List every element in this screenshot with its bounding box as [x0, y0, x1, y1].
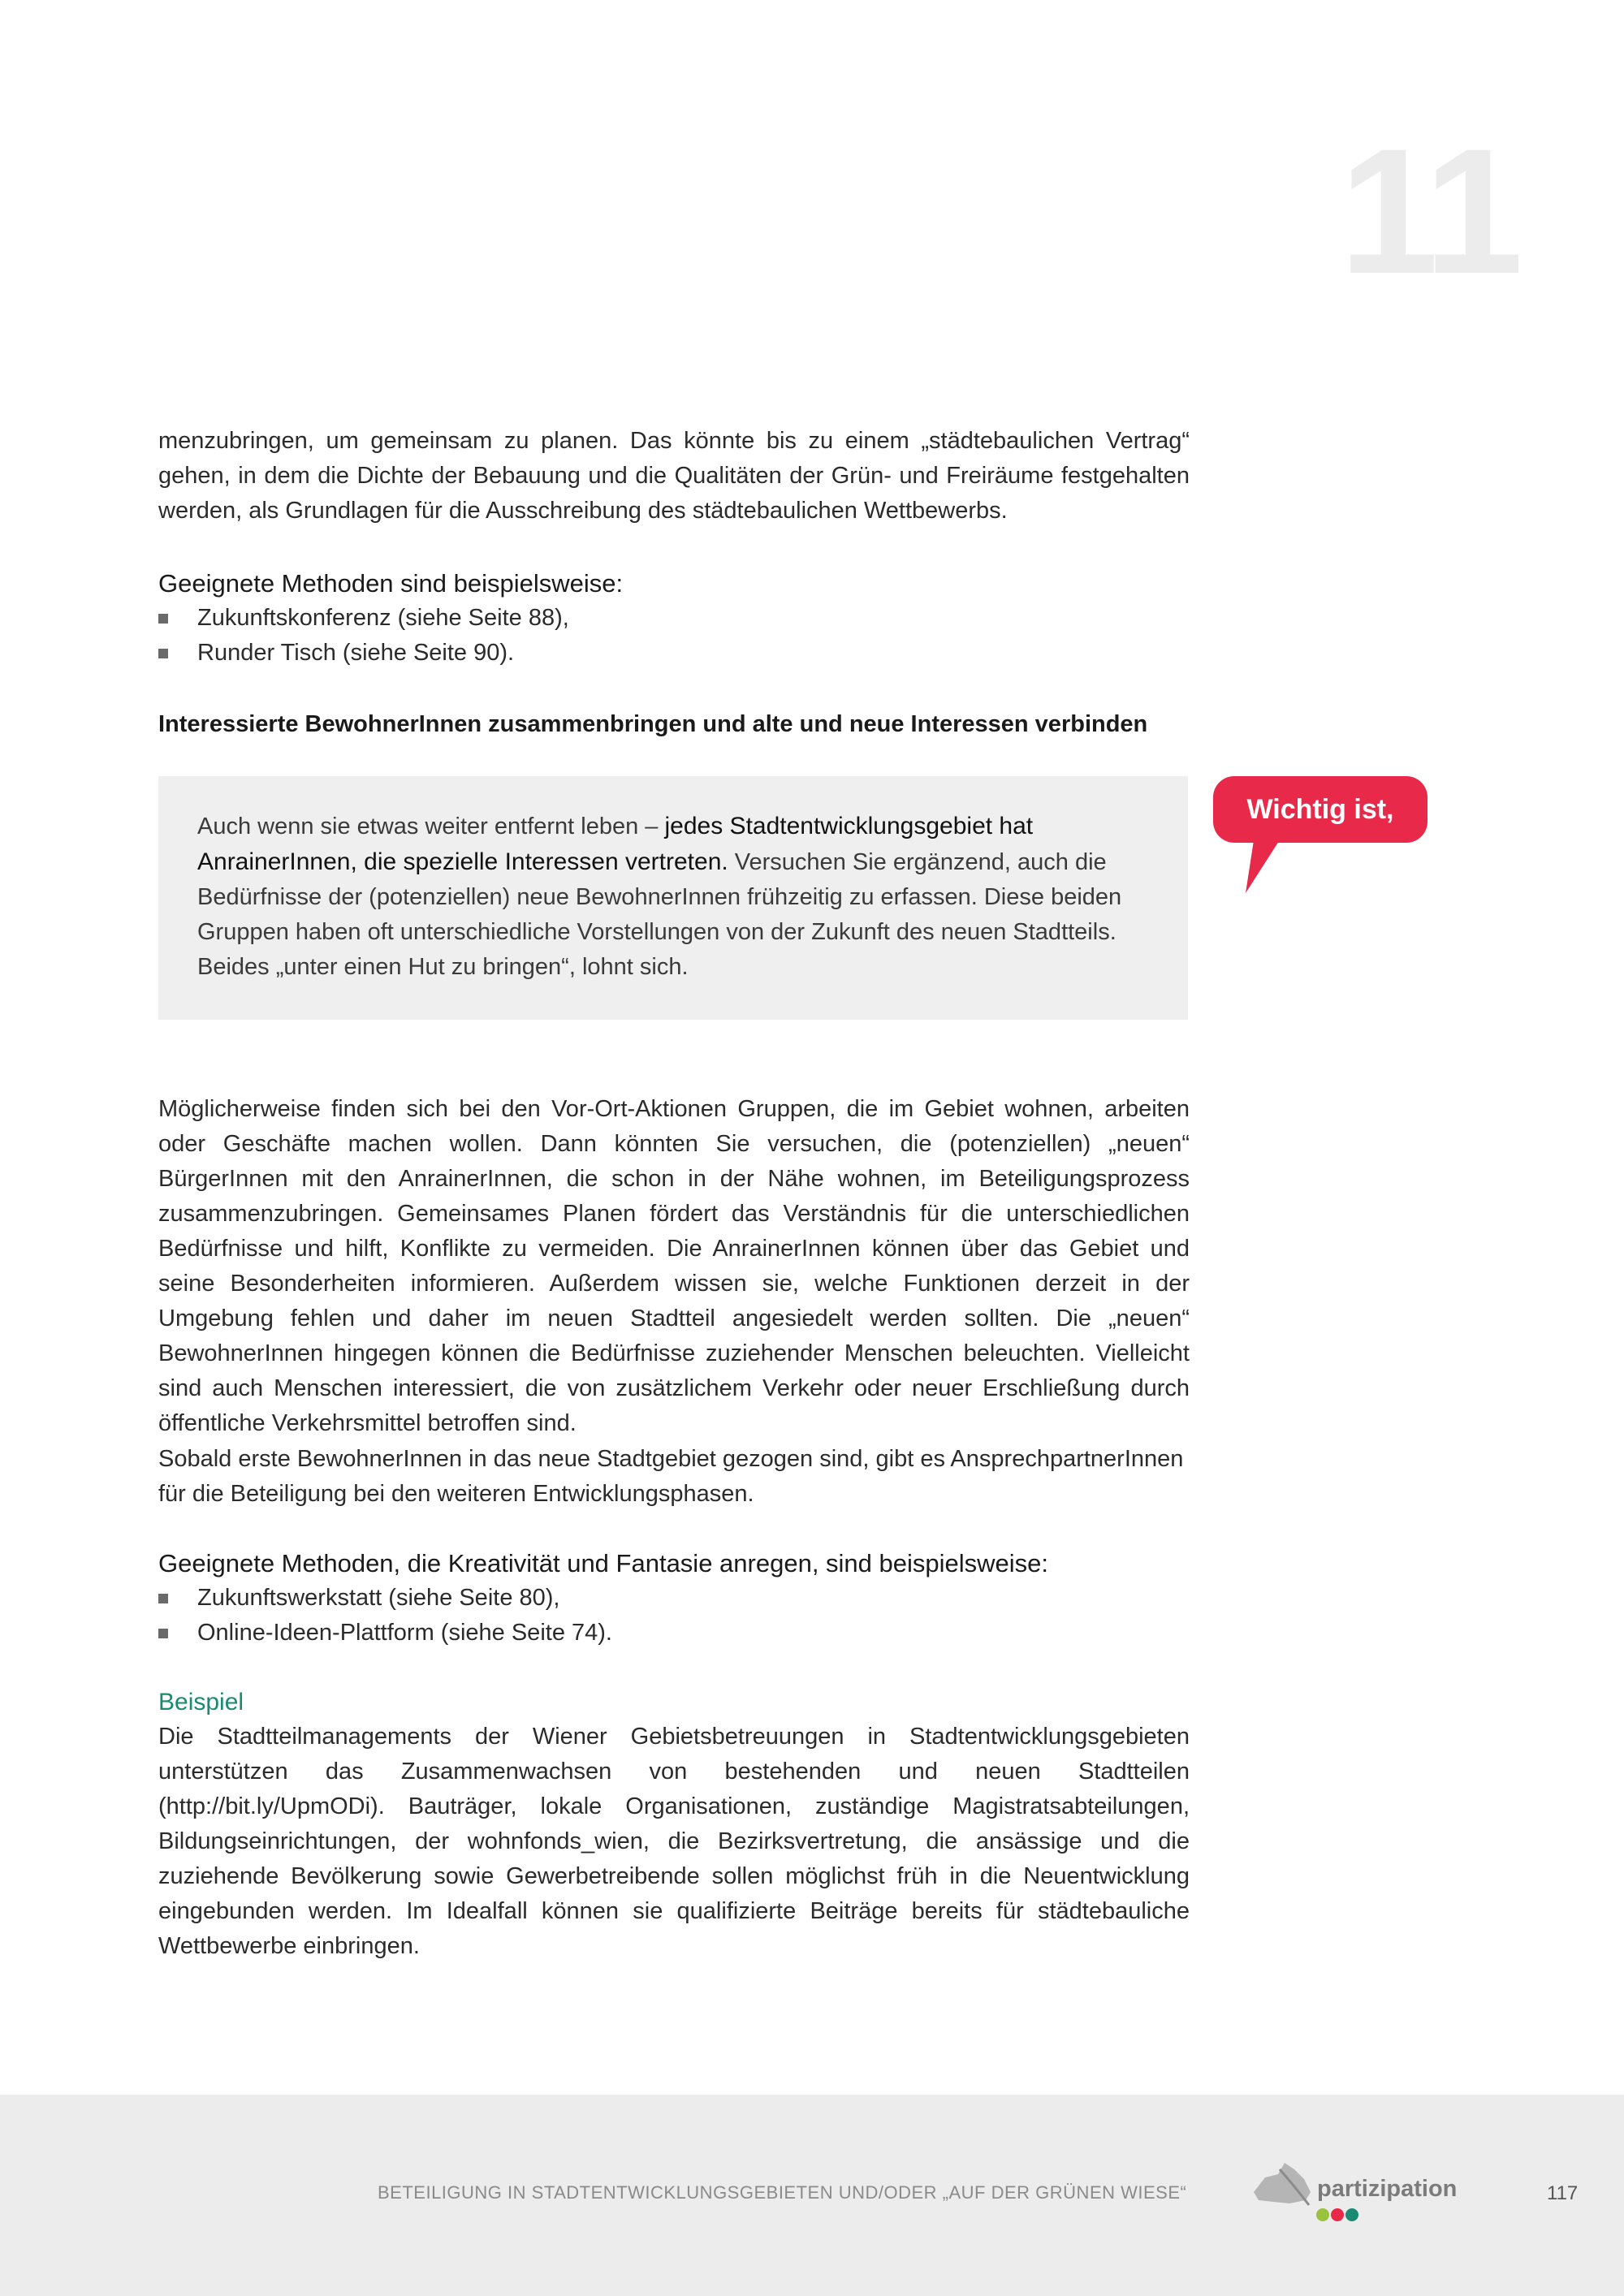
vienna-map-icon	[1250, 2158, 1320, 2223]
example-text: Die Stadtteilmanagements der Wiener Gebietsbetreuungen in Stadtentwicklungsgebieten unterstützen das Zusammenwachsen von bestehenden und neuen Stadtteilen (http://bit.ly/UpmODi). Bauträger, lokale Organisationen, zuständige Magistratsabteilungen, Bildungseinrichtungen, der wohnfonds_wien, die Bezirksvertretung, die ansässige und die zuziehende Bevölkerung sowie Gewerbetreibende sollen möglichst früh in die Neuentwicklung eingebunden werden. Im Idealfall können sie qualifizierte Beiträge bereits für städtebauliche Wettbewerbe einbringen.	[158, 1724, 1190, 1959]
list-item: Zukunftskonferenz (siehe Seite 88),	[158, 601, 1190, 636]
list-item: Runder Tisch (siehe Seite 90).	[158, 636, 1190, 671]
methods-list-1	[158, 601, 1190, 671]
logo-dots-icon	[1315, 2207, 1380, 2223]
footer-title: BETEILIGUNG IN STADTENTWICKLUNGSGEBIETEN UND/ODER „AUF DER GRÜNEN WIESE“	[378, 2182, 1187, 2203]
page-number: 117	[1547, 2182, 1579, 2204]
example-block	[158, 1685, 1190, 1964]
bullet-icon	[158, 649, 168, 658]
methods-block-1	[158, 566, 1190, 671]
highlight-box-text: Auch wenn sie etwas weiter entfernt leben – jedes Stadtentwicklungsgebiet hat AnrainerInnen, die spezielle Interessen vertreten. Versuchen Sie ergänzend, auch die Bedürfnisse der (potenziellen) neue BewohnerInnen frühzeitig zu erfassen. Diese beiden Gruppen haben oft unterschiedliche Vorstellungen von der Zukunft des neuen Stadtteils. Beides „unter einen Hut zu bringen“, lohnt sich.	[197, 813, 1122, 980]
highlight-box-emphasis: jedes Stadtentwicklungsgebiet hat AnrainerInnen, die spezielle Interessen vertreten.	[197, 813, 1034, 875]
chapter-number: 11	[1339, 111, 1518, 311]
example-heading: Beispiel	[158, 1689, 244, 1716]
methods-heading-1: Geeignete Methoden sind beispielsweise:	[158, 569, 624, 598]
methods-list-2	[158, 1581, 1190, 1651]
bullet-icon	[158, 614, 168, 624]
methods-block-2	[158, 1546, 1190, 1651]
partizipation-logo	[1250, 2158, 1478, 2223]
bubble-label: Wichtig ist,	[1246, 794, 1394, 825]
speech-bubble	[1213, 776, 1427, 895]
list-item: Zukunftswerkstatt (siehe Seite 80),	[158, 1581, 1190, 1616]
bullet-icon	[158, 1629, 168, 1638]
section-heading: Interessierte BewohnerInnen zusammenbringen und alte und neue Interessen verbinden	[158, 711, 1148, 737]
highlight-box	[158, 776, 1188, 1020]
logo-text: partizipation	[1317, 2176, 1458, 2202]
main-paragraph: Möglicherweise finden sich bei den Vor-Ort-Aktionen Gruppen, die im Gebiet wohnen, arbeiten oder Geschäfte machen wollen. Dann könnten Sie versuchen, die (potenziellen) „neuen“ BürgerInnen mit den AnrainerInnen, die schon in der Nähe wohnen, im Beteiligungsprozess zusammenzubringen. Gemeinsames Planen fördert das Verständnis für die unterschiedlichen Bedürfnisse und hilft, Konflikte zu vermeiden. Die AnrainerInnen können über das Gebiet und seine Besonderheiten informieren. Außerdem wissen sie, welche Funktionen derzeit in der Umgebung fehlen und daher im neuen Stadtteil angesiedelt werden sollten. Die „neuen“ BewohnerInnen hingegen können die Bedürfnisse zuziehender Menschen beleuchten. Vielleicht sind auch Menschen interessiert, die von zusätzlichem Verkehr oder neuer Erschließung durch öffentliche Verkehrsmittel betroffen sind.	[158, 1096, 1190, 1436]
footer	[0, 2095, 1624, 2296]
bullet-icon	[158, 1594, 168, 1603]
methods-heading-2: Geeignete Methoden, die Kreativität und Fantasie anregen, sind beispielsweise:	[158, 1549, 1049, 1577]
followup-paragraph: Sobald erste BewohnerInnen in das neue Stadtgebiet gezogen sind, gibt es AnsprechpartnerInnen für die Beteiligung bei den weiteren Entwicklungsphasen.	[158, 1446, 1184, 1507]
list-item: Online-Ideen-Plattform (siehe Seite 74).	[158, 1616, 1190, 1651]
intro-paragraph: menzubringen, um gemeinsam zu planen. Das könnte bis zu einem „städtebaulichen Vertrag“ gehen, in dem die Dichte der Bebauung und die Qualitäten der Grün- und Freiräume festgehalten werden, als Grundlagen für die Ausschreibung des städtebaulichen Wettbewerbs.	[158, 428, 1190, 524]
